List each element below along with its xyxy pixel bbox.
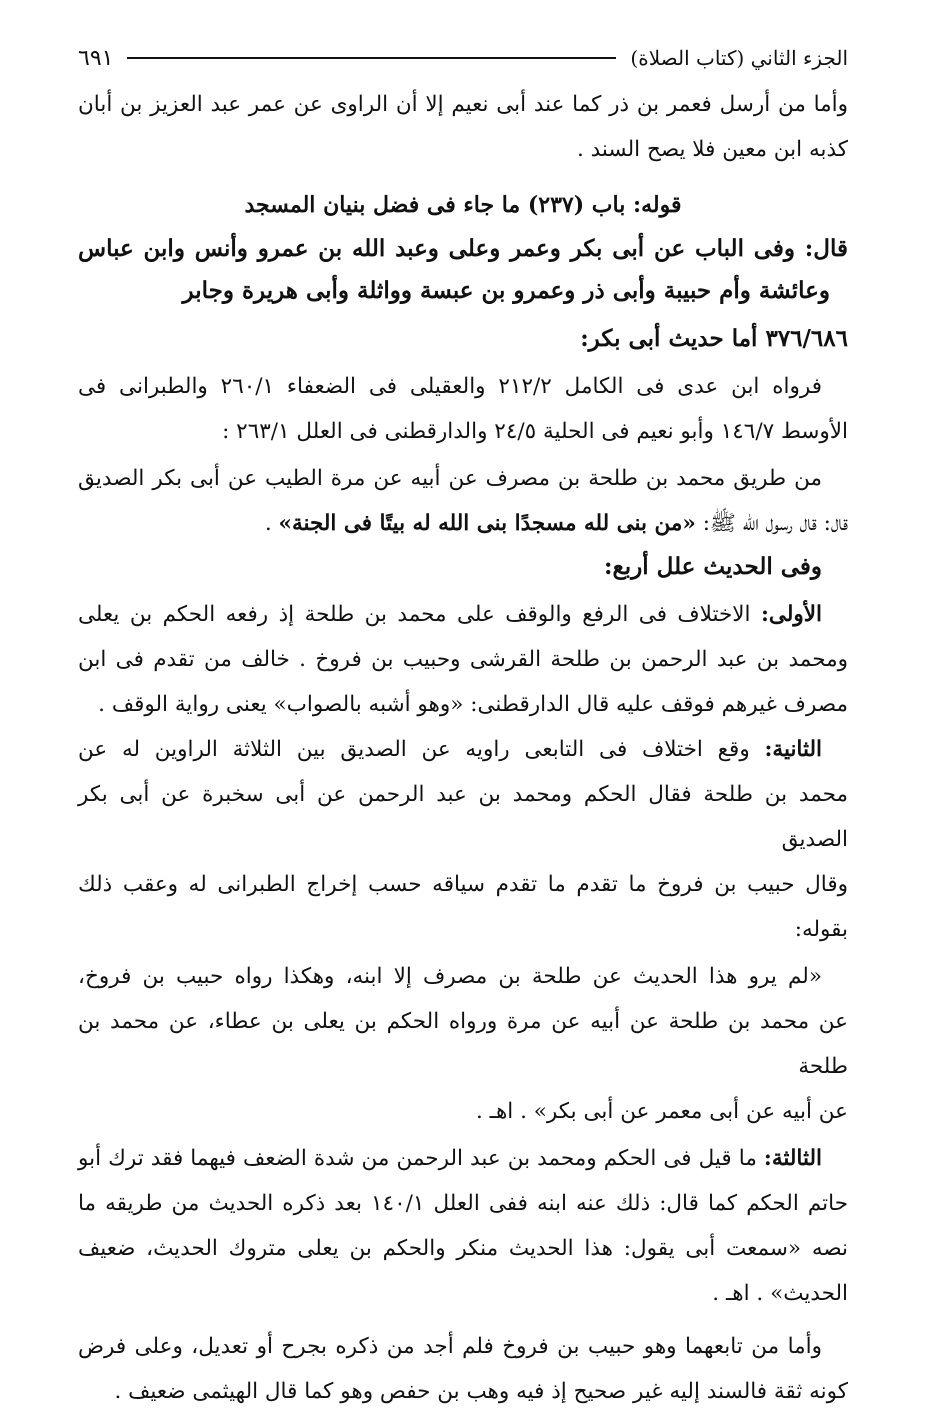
third-illa	[78, 1136, 848, 1316]
tariq-prefix: قال: قال رسول الله ﷺ:	[702, 511, 848, 536]
second-illa	[78, 727, 848, 952]
rawahu-line: الأوسط ١٤٦/٧ وأبو نعيم فى الحلية ٢٤/٥ والدارقطنى فى العلل ٢٦٣/١ :	[222, 419, 848, 444]
qala-paragraph	[78, 228, 848, 312]
qala-text: وفى الباب عن أبى بكر وعمر وعلى وعبد الله بن عمرو وأنس وابن عباس	[78, 235, 796, 262]
first-label: الأولى:	[760, 602, 822, 627]
quote-line: عن أبيه عن أبى معمر عن أبى بكر» . اهـ .	[476, 1099, 848, 1124]
tariq-line	[78, 501, 848, 546]
quote-line: عن محمد بن طلحة عن أبيه عن مرة ورواه الحكم بن يعلى بن عطاء، عن محمد بن طلحة	[78, 1009, 848, 1079]
rawahu-paragraph	[78, 364, 848, 454]
intro-paragraph	[78, 82, 848, 172]
tariq-paragraph	[78, 456, 848, 546]
second-text: وقع اختلاف فى التابعى راويه عن الصديق بين الثلاثة الراوين له عن	[78, 737, 750, 762]
page-number: ٦٩١	[78, 45, 114, 71]
prophetic-hadith-text: «من بنى لله مسجدًا بنى الله له بيتًا فى الجنة»	[278, 511, 696, 536]
third-illa-line	[78, 1136, 848, 1181]
third-illa-line: حاتم الحكم كما قال: ذلك عنه ابنه ففى العلل ١٤٠/١ بعد ذكره الحديث من طريقه ما	[78, 1191, 848, 1216]
book-page	[78, 40, 849, 1404]
third-illa-line: نصه «سمعت أبى يقول: هذا الحديث منكر والحكم بن يعلى متروك الحديث، ضعيف	[78, 1236, 848, 1261]
intro-line: وأما من أرسل فعمر بن ذر كما عند أبى نعيم إلا أن الراوى عن عمر عبد العزيز بن أبان	[78, 92, 848, 117]
second-illa-line: وقال حبيب بن فروخ ما تقدم ما تقدم سياقه حسب إخراج الطبرانى له وعقب ذلك بقوله:	[78, 872, 848, 942]
first-illa-line: مصرف غيرهم فوقف عليه قال الدارقطنى: «وهو أشبه بالصواب» يعنى رواية الوقف .	[98, 692, 848, 717]
second-illa-line: محمد بن طلحة فقال الحكم ومحمد بن عبد الرحمن عن أبى سخبرة عن أبى بكر الصديق	[78, 782, 848, 852]
first-illa-line: ومحمد بن عبد الرحمن بن طلحة القرشى وحبيب بن فروخ . خالف من تقدم فى ابن	[78, 647, 848, 672]
first-illa-line	[78, 592, 848, 637]
hadith-heading: ٣٧٦/٦٨٦ أما حديث أبى بكر:	[580, 325, 848, 352]
third-text: ما قيل فى الحكم ومحمد بن عبد الرحمن من شدة الضعف فيهما فقد ترك أبو	[78, 1146, 757, 1171]
quote-line: «لم يرو هذا الحديث عن طلحة بن مصرف إلا ابنه، وهكذا رواه حبيب بن فروخ،	[78, 964, 822, 989]
intro-line: كذبه ابن معين فلا يصح السند .	[576, 137, 848, 162]
running-title: الجزء الثاني (كتاب الصلاة)	[630, 46, 848, 70]
second-label: الثانية:	[764, 737, 822, 762]
qala-label: قال:	[804, 235, 849, 262]
tariq-suffix: .	[264, 511, 272, 536]
closing-line: كونه ثقة فالسند إليه غير صحيح إذ فيه وهب بن حفص وهو كما قال الهيثمى ضعيف .	[114, 1379, 848, 1404]
third-label: الثالثة:	[763, 1146, 822, 1171]
qala-line	[78, 228, 848, 270]
ilal-heading: وفى الحديث علل أربع:	[604, 553, 822, 580]
running-header	[78, 40, 848, 76]
closing-line: وأما من تابعهما وهو حبيب بن فروخ فلم أجد من ذكره بجرح أو تعديل، وعلى فرض	[78, 1334, 822, 1359]
chapter-heading: قوله: باب (٢٣٧) ما جاء فى فضل بنيان المسجد	[244, 192, 682, 218]
closing-paragraph	[78, 1324, 848, 1414]
second-illa-line	[78, 727, 848, 772]
tariq-line: من طريق محمد بن طلحة بن مصرف عن أبيه عن مرة الطيب عن أبى بكر الصديق	[78, 466, 822, 491]
tabarani-quote	[78, 954, 848, 1134]
qala-line: وعائشة وأم حبيبة وأبى ذر وعمرو بن عبسة وواثلة وأبى هريرة وجابر	[182, 277, 830, 304]
first-illa	[78, 592, 848, 727]
header-rule	[127, 57, 616, 59]
first-text: الاختلاف فى الرفع والوقف على محمد بن طلحة إذ رفعه الحكم بن يعلى	[78, 602, 751, 627]
rawahu-line: فرواه ابن عدى فى الكامل ٢١٢/٢ والعقيلى فى الضعفاء ٢٦٠/١ والطبرانى فى	[78, 374, 823, 399]
third-illa-line: الحديث» . اهـ .	[712, 1281, 848, 1306]
